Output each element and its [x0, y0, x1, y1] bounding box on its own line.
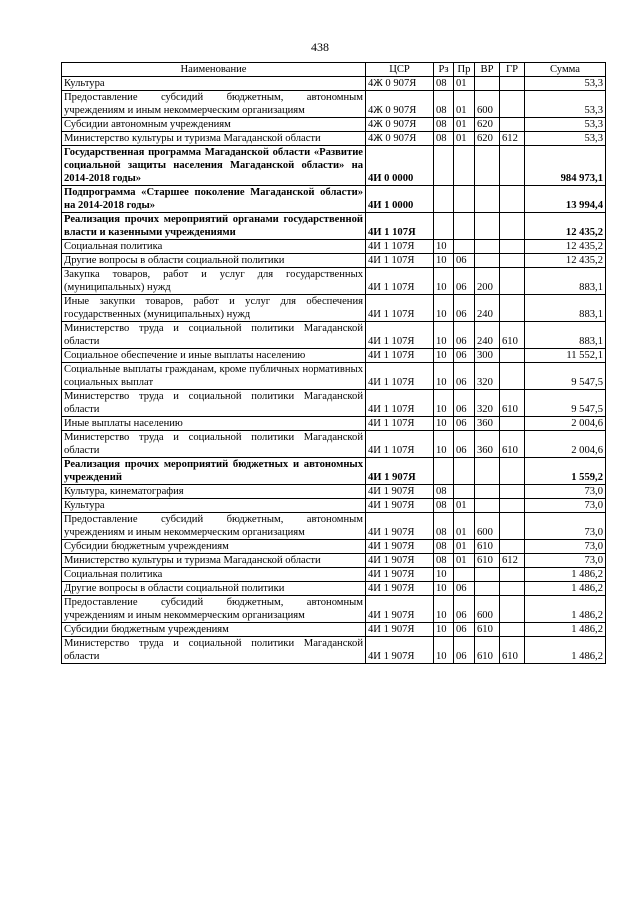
cell-rz: 10: [434, 417, 454, 431]
table-row: [62, 213, 606, 240]
col-header-csr: ЦСР: [366, 63, 434, 77]
cell-sum: 1 486,2: [525, 637, 606, 664]
cell-rz: 10: [434, 568, 454, 582]
cell-sum: 73,0: [525, 485, 606, 499]
table-row: [62, 540, 606, 554]
cell-name: Закупка товаров, работ и услуг для государственных (муниципальных) нужд: [62, 268, 366, 295]
cell-rz: 08: [434, 485, 454, 499]
cell-pr: [454, 568, 475, 582]
cell-rz: 10: [434, 349, 454, 363]
cell-vr: 320: [475, 390, 500, 417]
cell-gr: [500, 295, 525, 322]
cell-sum: 9 547,5: [525, 363, 606, 390]
cell-gr: 610: [500, 322, 525, 349]
cell-rz: 08: [434, 554, 454, 568]
cell-vr: [475, 254, 500, 268]
cell-vr: 610: [475, 554, 500, 568]
cell-name: Социальные выплаты гражданам, кроме публичных нормативных социальных выплат: [62, 363, 366, 390]
cell-pr: 06: [454, 637, 475, 664]
cell-sum: 12 435,2: [525, 240, 606, 254]
table-row: [62, 268, 606, 295]
table-row: [62, 485, 606, 499]
cell-csr: 4И 1 107Я: [366, 349, 434, 363]
cell-sum: 73,0: [525, 554, 606, 568]
cell-csr: 4И 1 907Я: [366, 637, 434, 664]
table-row: [62, 431, 606, 458]
cell-sum: 13 994,4: [525, 186, 606, 213]
cell-vr: 600: [475, 513, 500, 540]
cell-name: Культура: [62, 499, 366, 513]
cell-pr: 06: [454, 390, 475, 417]
cell-csr: 4И 1 907Я: [366, 540, 434, 554]
cell-rz: 08: [434, 513, 454, 540]
cell-pr: 01: [454, 77, 475, 91]
cell-name: Министерство труда и социальной политики Магаданской области: [62, 322, 366, 349]
cell-vr: 240: [475, 295, 500, 322]
cell-rz: 10: [434, 295, 454, 322]
cell-pr: 01: [454, 91, 475, 118]
table-row: [62, 240, 606, 254]
cell-vr: 610: [475, 637, 500, 664]
cell-sum: 53,3: [525, 132, 606, 146]
cell-sum: 53,3: [525, 77, 606, 91]
cell-gr: [500, 485, 525, 499]
table-row: [62, 499, 606, 513]
cell-rz: 10: [434, 240, 454, 254]
cell-pr: 06: [454, 582, 475, 596]
cell-pr: 06: [454, 623, 475, 637]
cell-csr: 4Ж 0 907Я: [366, 91, 434, 118]
cell-gr: [500, 240, 525, 254]
cell-vr: [475, 240, 500, 254]
cell-csr: 4И 1 907Я: [366, 554, 434, 568]
cell-gr: [500, 417, 525, 431]
cell-csr: 4Ж 0 907Я: [366, 132, 434, 146]
cell-csr: 4И 1 107Я: [366, 213, 434, 240]
cell-name: Министерство труда и социальной политики Магаданской области: [62, 390, 366, 417]
cell-pr: 06: [454, 596, 475, 623]
cell-sum: 1 486,2: [525, 582, 606, 596]
page-number: 438: [311, 40, 329, 54]
table-row: [62, 417, 606, 431]
cell-name: Иные закупки товаров, работ и услуг для обеспечения государственных (муниципальных) нужд: [62, 295, 366, 322]
cell-gr: 610: [500, 637, 525, 664]
cell-csr: 4И 1 907Я: [366, 513, 434, 540]
cell-gr: [500, 363, 525, 390]
cell-name: Субсидии бюджетным учреждениям: [62, 623, 366, 637]
cell-sum: 11 552,1: [525, 349, 606, 363]
cell-gr: 610: [500, 390, 525, 417]
cell-csr: 4И 1 107Я: [366, 268, 434, 295]
col-header-name: Наименование: [62, 63, 366, 77]
cell-vr: 200: [475, 268, 500, 295]
cell-sum: 1 486,2: [525, 623, 606, 637]
cell-rz: 10: [434, 637, 454, 664]
cell-name: Реализация прочих мероприятий бюджетных и автономных учреждений: [62, 458, 366, 485]
col-header-vr: ВР: [475, 63, 500, 77]
cell-pr: 06: [454, 268, 475, 295]
cell-sum: 73,0: [525, 499, 606, 513]
cell-csr: 4И 1 107Я: [366, 431, 434, 458]
cell-gr: 612: [500, 132, 525, 146]
table-row: [62, 118, 606, 132]
cell-csr: 4И 1 0000: [366, 186, 434, 213]
cell-rz: 10: [434, 322, 454, 349]
table-row: [62, 596, 606, 623]
cell-pr: 06: [454, 417, 475, 431]
cell-csr: 4И 1 107Я: [366, 295, 434, 322]
cell-rz: 08: [434, 77, 454, 91]
cell-rz: 08: [434, 91, 454, 118]
cell-csr: 4Ж 0 907Я: [366, 77, 434, 91]
cell-rz: [434, 458, 454, 485]
cell-vr: 600: [475, 91, 500, 118]
cell-name: Иные выплаты населению: [62, 417, 366, 431]
cell-pr: 01: [454, 513, 475, 540]
cell-csr: 4И 1 907Я: [366, 458, 434, 485]
cell-gr: [500, 118, 525, 132]
cell-name: Министерство культуры и туризма Магаданской области: [62, 132, 366, 146]
table-row: [62, 623, 606, 637]
cell-gr: [500, 596, 525, 623]
cell-rz: 08: [434, 132, 454, 146]
cell-vr: 620: [475, 118, 500, 132]
cell-csr: 4Ж 0 907Я: [366, 118, 434, 132]
cell-gr: 612: [500, 554, 525, 568]
cell-pr: [454, 146, 475, 186]
cell-gr: [500, 254, 525, 268]
table-row: [62, 349, 606, 363]
cell-name: Министерство труда и социальной политики Магаданской области: [62, 431, 366, 458]
cell-sum: 53,3: [525, 118, 606, 132]
cell-vr: 610: [475, 623, 500, 637]
cell-csr: 4И 1 107Я: [366, 254, 434, 268]
table-row: [62, 295, 606, 322]
cell-rz: [434, 186, 454, 213]
cell-sum: 883,1: [525, 295, 606, 322]
table-row: [62, 458, 606, 485]
col-header-pr: Пр: [454, 63, 475, 77]
cell-gr: [500, 349, 525, 363]
table-row: [62, 568, 606, 582]
cell-pr: 06: [454, 322, 475, 349]
cell-name: Субсидии автономным учреждениям: [62, 118, 366, 132]
cell-sum: 883,1: [525, 322, 606, 349]
table-row: [62, 254, 606, 268]
cell-pr: 06: [454, 349, 475, 363]
cell-csr: 4И 1 907Я: [366, 623, 434, 637]
cell-csr: 4И 1 107Я: [366, 417, 434, 431]
cell-pr: [454, 186, 475, 213]
cell-csr: 4И 1 107Я: [366, 240, 434, 254]
cell-vr: [475, 568, 500, 582]
cell-sum: 1 486,2: [525, 596, 606, 623]
table-row: [62, 582, 606, 596]
cell-csr: 4И 1 107Я: [366, 363, 434, 390]
cell-name: Министерство труда и социальной политики Магаданской области: [62, 637, 366, 664]
cell-gr: [500, 268, 525, 295]
table-row: [62, 363, 606, 390]
cell-gr: [500, 458, 525, 485]
cell-sum: 12 435,2: [525, 213, 606, 240]
cell-rz: [434, 213, 454, 240]
cell-vr: [475, 582, 500, 596]
cell-gr: [500, 513, 525, 540]
cell-rz: 10: [434, 268, 454, 295]
cell-pr: 01: [454, 499, 475, 513]
cell-name: Реализация прочих мероприятий органами государственной власти и казенными учреждениями: [62, 213, 366, 240]
cell-pr: 06: [454, 254, 475, 268]
cell-vr: [475, 458, 500, 485]
cell-name: Субсидии бюджетным учреждениям: [62, 540, 366, 554]
cell-gr: [500, 213, 525, 240]
col-header-sum: Сумма: [525, 63, 606, 77]
cell-csr: 4И 0 0000: [366, 146, 434, 186]
cell-rz: [434, 146, 454, 186]
cell-vr: [475, 186, 500, 213]
cell-name: Культура, кинематография: [62, 485, 366, 499]
cell-pr: 01: [454, 132, 475, 146]
cell-pr: 01: [454, 540, 475, 554]
cell-gr: [500, 499, 525, 513]
cell-sum: 2 004,6: [525, 417, 606, 431]
cell-rz: 10: [434, 363, 454, 390]
cell-gr: [500, 91, 525, 118]
cell-vr: [475, 499, 500, 513]
cell-name: Подпрограмма «Старшее поколение Магаданской области» на 2014-2018 годы»: [62, 186, 366, 213]
cell-name: Предоставление субсидий бюджетным, автономным учреждениям и иным некоммерческим организациям: [62, 91, 366, 118]
table-row: [62, 132, 606, 146]
cell-rz: 10: [434, 582, 454, 596]
cell-sum: 883,1: [525, 268, 606, 295]
cell-gr: [500, 540, 525, 554]
cell-pr: [454, 240, 475, 254]
cell-vr: 300: [475, 349, 500, 363]
cell-name: Министерство культуры и туризма Магаданской области: [62, 554, 366, 568]
cell-gr: [500, 77, 525, 91]
table-row: [62, 554, 606, 568]
table-row: [62, 77, 606, 91]
cell-csr: 4И 1 107Я: [366, 390, 434, 417]
cell-vr: [475, 213, 500, 240]
cell-name: Другие вопросы в области социальной политики: [62, 582, 366, 596]
cell-pr: [454, 213, 475, 240]
cell-gr: [500, 146, 525, 186]
cell-gr: [500, 623, 525, 637]
cell-sum: 9 547,5: [525, 390, 606, 417]
cell-gr: 610: [500, 431, 525, 458]
cell-csr: 4И 1 107Я: [366, 322, 434, 349]
cell-vr: 320: [475, 363, 500, 390]
cell-rz: 08: [434, 118, 454, 132]
cell-pr: [454, 485, 475, 499]
cell-rz: 08: [434, 499, 454, 513]
cell-pr: 01: [454, 118, 475, 132]
cell-rz: 08: [434, 540, 454, 554]
table-row: [62, 322, 606, 349]
cell-vr: 360: [475, 431, 500, 458]
cell-gr: [500, 186, 525, 213]
cell-rz: 10: [434, 390, 454, 417]
table-row: [62, 513, 606, 540]
table-header-row: [62, 63, 606, 77]
cell-sum: 2 004,6: [525, 431, 606, 458]
cell-name: Социальная политика: [62, 240, 366, 254]
cell-csr: 4И 1 907Я: [366, 485, 434, 499]
col-header-rz: Рз: [434, 63, 454, 77]
cell-sum: 1 559,2: [525, 458, 606, 485]
cell-pr: [454, 458, 475, 485]
cell-vr: [475, 77, 500, 91]
cell-pr: 06: [454, 363, 475, 390]
cell-name: Предоставление субсидий бюджетным, автономным учреждениям и иным некоммерческим организациям: [62, 513, 366, 540]
cell-csr: 4И 1 907Я: [366, 582, 434, 596]
cell-vr: [475, 485, 500, 499]
cell-vr: 620: [475, 132, 500, 146]
budget-table: [61, 62, 606, 664]
cell-gr: [500, 568, 525, 582]
cell-gr: [500, 582, 525, 596]
cell-name: Социальная политика: [62, 568, 366, 582]
cell-vr: 360: [475, 417, 500, 431]
cell-name: Государственная программа Магаданской области «Развитие социальной защиты населения Магаданской области» на 2014-2018 годы»: [62, 146, 366, 186]
cell-rz: 10: [434, 254, 454, 268]
cell-sum: 12 435,2: [525, 254, 606, 268]
cell-sum: 73,0: [525, 513, 606, 540]
cell-rz: 10: [434, 623, 454, 637]
cell-vr: 240: [475, 322, 500, 349]
table-row: [62, 186, 606, 213]
table-row: [62, 637, 606, 664]
cell-vr: 600: [475, 596, 500, 623]
cell-name: Социальное обеспечение и иные выплаты населению: [62, 349, 366, 363]
table-body: [62, 77, 606, 664]
table-row: [62, 91, 606, 118]
table-row: [62, 146, 606, 186]
cell-rz: 10: [434, 431, 454, 458]
cell-sum: 984 973,1: [525, 146, 606, 186]
col-header-gr: ГР: [500, 63, 525, 77]
cell-pr: 06: [454, 295, 475, 322]
cell-csr: 4И 1 907Я: [366, 499, 434, 513]
cell-pr: 06: [454, 431, 475, 458]
cell-name: Предоставление субсидий бюджетным, автономным учреждениям и иным некоммерческим организациям: [62, 596, 366, 623]
cell-vr: 610: [475, 540, 500, 554]
cell-name: Другие вопросы в области социальной политики: [62, 254, 366, 268]
cell-vr: [475, 146, 500, 186]
cell-name: Культура: [62, 77, 366, 91]
cell-rz: 10: [434, 596, 454, 623]
cell-pr: 01: [454, 554, 475, 568]
cell-sum: 53,3: [525, 91, 606, 118]
cell-sum: 73,0: [525, 540, 606, 554]
table-row: [62, 390, 606, 417]
cell-csr: 4И 1 907Я: [366, 568, 434, 582]
cell-sum: 1 486,2: [525, 568, 606, 582]
cell-csr: 4И 1 907Я: [366, 596, 434, 623]
